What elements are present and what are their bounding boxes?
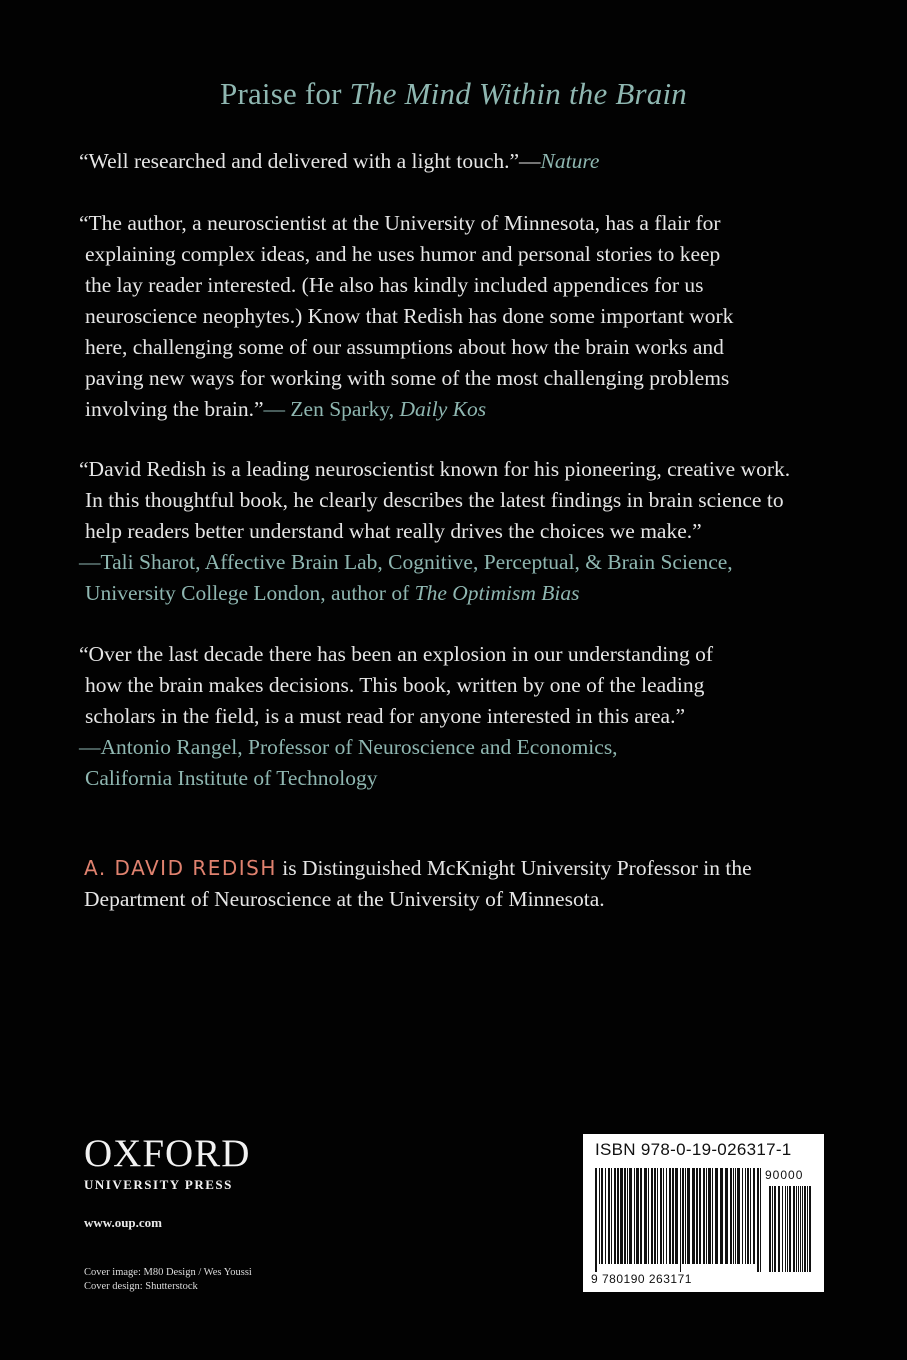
barcode-bar [706, 1168, 707, 1264]
publisher-subname: UNIVERSITY PRESS [84, 1177, 233, 1192]
barcode-bar [608, 1168, 610, 1264]
quote-line: scholars in the field, is a must read for anyone interested in this area.” [85, 704, 686, 728]
barcode-bar [651, 1168, 653, 1264]
quote-attribution: California Institute of Technology [85, 766, 378, 790]
barcode-addon-bar [804, 1186, 806, 1272]
barcode-bar [617, 1168, 619, 1264]
barcode-bar [682, 1168, 684, 1264]
isbn-barcode [583, 1134, 824, 1292]
quote-tali-sharot [79, 454, 839, 609]
quote-line: neuroscience neophytes.) Know that Redish has done some important work [85, 304, 734, 328]
barcode-bar [692, 1168, 695, 1264]
quote-line: here, challenging some of our assumptions about how the brain works and [85, 335, 724, 359]
cover-image-credit: Cover image: M80 Design / Wes Youssi [84, 1267, 252, 1278]
page-title [0, 76, 907, 112]
quote-daily-kos [79, 208, 839, 425]
barcode-bar [687, 1168, 690, 1264]
barcode-bar [680, 1168, 681, 1272]
barcode-bar [595, 1168, 597, 1272]
barcode-bar [614, 1168, 616, 1264]
barcode-bar [715, 1168, 718, 1264]
isbn-label: ISBN 978-0-19-026317-1 [595, 1140, 792, 1159]
barcode-bar [620, 1168, 623, 1264]
barcode-bar [753, 1168, 755, 1264]
publisher-url[interactable]: www.oup.com [84, 1215, 163, 1230]
barcode-bar [760, 1168, 761, 1272]
barcode-addon-bar [787, 1186, 788, 1272]
barcode-bar [733, 1168, 734, 1264]
barcode-bar [601, 1168, 603, 1264]
barcode-bar [742, 1168, 743, 1264]
barcode-bar [725, 1168, 728, 1264]
barcode-addon-bar [769, 1186, 771, 1272]
book-title: The Mind Within the Brain [349, 76, 687, 111]
cover-design-credit: Cover design: Shutterstock [84, 1281, 198, 1292]
quote-source-publication: Daily Kos [399, 397, 487, 421]
quote-line: help readers better understand what really drives the choices we make.” [85, 519, 702, 543]
barcode-bar [648, 1168, 649, 1264]
barcode-addon-bar [809, 1186, 811, 1272]
barcode-bar [599, 1168, 600, 1264]
barcode-bar [640, 1168, 642, 1264]
quote-line: the lay reader interested. (He also has kindly included appendices for us [85, 273, 704, 297]
barcode-bar [624, 1168, 626, 1264]
quote-line: how the brain makes decisions. This book, written by one of the leading [85, 673, 705, 697]
attribution-book-title: The Optimism Bias [414, 581, 580, 605]
barcode-bar [657, 1168, 658, 1264]
barcode-bar [629, 1168, 632, 1264]
barcode-addon-bar [798, 1186, 799, 1272]
quote-source: — Zen Sparky, [263, 397, 400, 421]
publisher-name: OXFORD [84, 1132, 251, 1175]
author-bio-text: is Distinguished McKnight University Professor in the [276, 856, 752, 880]
quote-line: “Well researched and delivered with a light touch.”—Nature [79, 149, 600, 173]
cover-credits [84, 1266, 252, 1294]
quote-line: involving the brain.”— Zen Sparky, Daily Kos [85, 397, 487, 421]
barcode-addon-bar [778, 1186, 780, 1272]
barcode-addon-bar [782, 1186, 783, 1272]
barcode-bar [669, 1168, 671, 1264]
quote-source: Nature [540, 149, 600, 173]
quote-attribution: University College London, author of The Optimism Bias [85, 581, 580, 605]
ean-digits: 9 780190 263171 [591, 1272, 692, 1286]
barcode-bar [636, 1168, 639, 1264]
barcode-bar [712, 1168, 713, 1264]
author-name: A. DAVID REDISH [84, 856, 277, 880]
barcode-bar [720, 1168, 723, 1264]
price-code: 90000 [765, 1168, 804, 1182]
barcode-bar [672, 1168, 674, 1264]
barcode-addon-bar [785, 1186, 786, 1272]
barcode-addon-bar [796, 1186, 797, 1272]
barcode-addon-bar [800, 1186, 801, 1272]
barcode-bar [747, 1168, 749, 1264]
title-prefix: Praise for [220, 76, 350, 111]
barcode-addon-bar [774, 1186, 776, 1272]
barcode-bar [634, 1168, 635, 1264]
quote-line: In this thoughtful book, he clearly describes the latest findings in brain science to [85, 488, 784, 512]
barcode-bar [685, 1168, 686, 1264]
barcode-bar [605, 1168, 606, 1264]
barcode-bar [708, 1168, 711, 1264]
barcode-addon-bar [793, 1186, 795, 1272]
quote-attribution: —Antonio Rangel, Professor of Neuroscience and Economics, [79, 735, 618, 759]
barcode-bar [660, 1168, 662, 1264]
barcode-bar [757, 1168, 759, 1272]
barcode-bar [666, 1168, 667, 1264]
barcode-bars [593, 1168, 815, 1274]
barcode-bar [663, 1168, 664, 1264]
author-bio [84, 853, 752, 915]
barcode-addon-bar [802, 1186, 803, 1272]
barcode-bar [737, 1168, 740, 1264]
quote-antonio-rangel [79, 639, 839, 794]
barcode-bar [703, 1168, 705, 1264]
publisher-logo [84, 1134, 250, 1193]
barcode-bar [644, 1168, 647, 1264]
barcode-addon-bar [789, 1186, 791, 1272]
barcode-addon-bar [807, 1186, 808, 1272]
barcode-bar [696, 1168, 698, 1264]
quote-line: “David Redish is a leading neuroscientist known for his pioneering, creative work. [79, 457, 791, 481]
barcode-bar [699, 1168, 701, 1264]
barcode-bar [654, 1168, 656, 1264]
quote-line: “Over the last decade there has been an explosion in our understanding of [79, 642, 714, 666]
quote-attribution: —Tali Sharot, Affective Brain Lab, Cognitive, Perceptual, & Brain Science, [79, 550, 733, 574]
barcode-bar [675, 1168, 678, 1264]
quote-line: “The author, a neuroscientist at the University of Minnesota, has a flair for [79, 211, 721, 235]
quote-line: explaining complex ideas, and he uses humor and personal stories to keep [85, 242, 721, 266]
barcode-addon-bar [772, 1186, 773, 1272]
quote-nature [79, 146, 839, 177]
barcode-bar [750, 1168, 751, 1264]
barcode-bar [627, 1168, 628, 1264]
barcode-bar [745, 1168, 746, 1264]
barcode-bar [735, 1168, 736, 1264]
quote-line: paving new ways for working with some of the most challenging problems [85, 366, 730, 390]
author-bio-text: Department of Neuroscience at the University of Minnesota. [84, 887, 605, 911]
barcode-bar [611, 1168, 612, 1264]
barcode-bar [730, 1168, 732, 1264]
